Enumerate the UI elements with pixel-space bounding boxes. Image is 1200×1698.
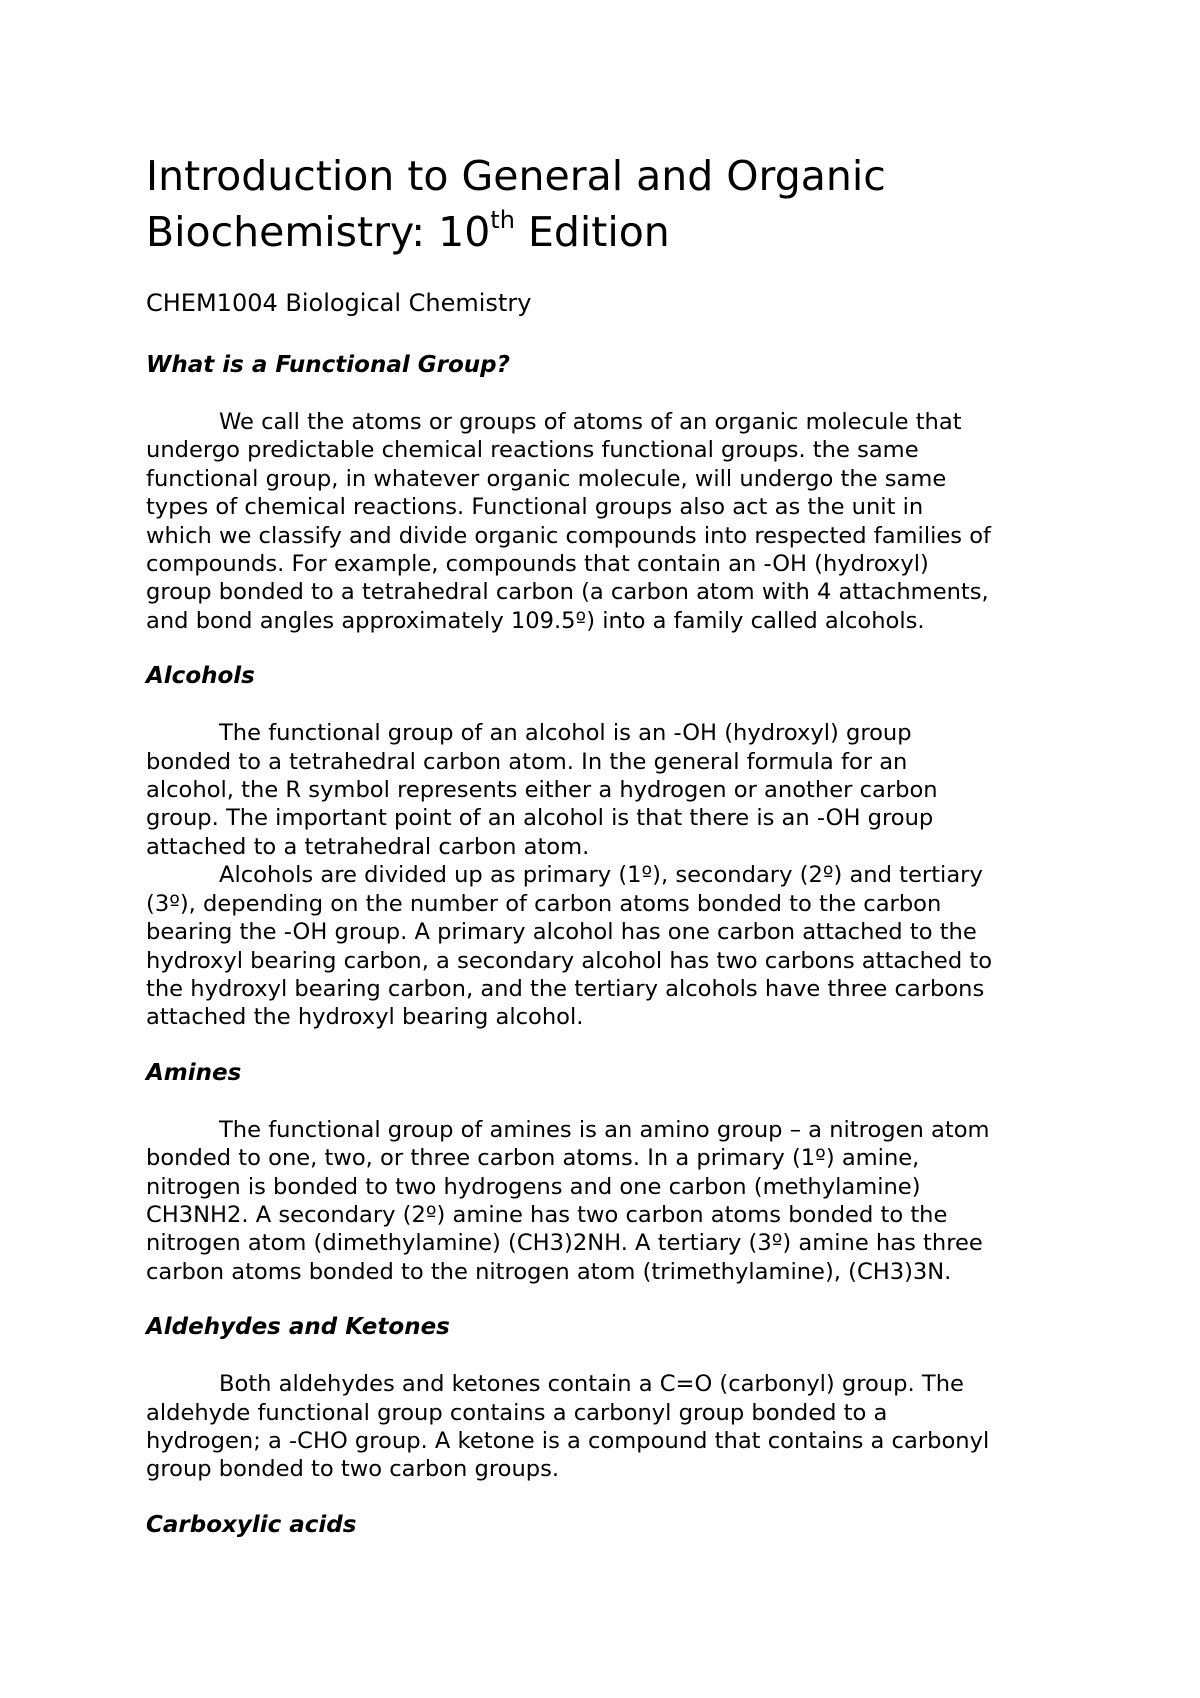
title-line-2-text: Biochemistry: 10 — [146, 208, 491, 256]
text-line: bonded to one, two, or three carbon atoms. In a primary (1º) amine, — [146, 1145, 920, 1172]
heading-functional-group: What is a Functional Group? — [146, 352, 510, 378]
text-line: group bonded to two carbon groups. — [146, 1456, 560, 1483]
text-line: hydrogen; a -CHO group. A ketone is a compound that contains a carbonyl — [146, 1427, 990, 1454]
text-line: aldehyde functional group contains a carbonyl group bonded to a — [146, 1399, 888, 1426]
text-line: hydroxyl bearing carbon, a secondary alcohol has two carbons attached to — [146, 947, 993, 974]
text-line: and bond angles approximately 109.5º) into a family called alcohols. — [146, 607, 925, 634]
text-line: types of chemical reactions. Functional groups also act as the unit in — [146, 494, 924, 521]
paragraph-alcohols-1 — [146, 719, 1086, 861]
document-page — [146, 148, 1086, 1540]
text-line: undergo predictable chemical reactions functional groups. the same — [146, 437, 919, 464]
text-line: compounds. For example, compounds that contain an -OH (hydroxyl) — [146, 551, 929, 578]
text-line: group bonded to a tetrahedral carbon (a carbon atom with 4 attachments, — [146, 579, 989, 606]
title-line-2 — [146, 208, 670, 256]
title-line-1: Introduction to General and Organic — [146, 152, 886, 200]
text-line: CH3NH2. A secondary (2º) amine has two carbon atoms bonded to the — [146, 1201, 948, 1228]
title-line-2-edition: Edition — [514, 208, 670, 256]
heading-carboxylic-acids: Carboxylic acids — [146, 1511, 357, 1538]
text-line: group. The important point of an alcohol is that there is an -OH group — [146, 805, 934, 832]
heading-alcohols: Alcohols — [146, 663, 255, 690]
text-line: alcohol, the R symbol represents either a hydrogen or another carbon — [146, 777, 938, 804]
text-line: We call the atoms or groups of atoms of an organic molecule that — [219, 409, 962, 435]
text-line: carbon atoms bonded to the nitrogen atom (trimethylamine), (CH3)3N. — [146, 1258, 952, 1285]
text-line: The functional group of an alcohol is an -OH (hydroxyl) group — [219, 720, 912, 747]
text-line: functional group, in whatever organic molecule, will undergo the same — [146, 465, 947, 492]
text-line: attached to a tetrahedral carbon atom. — [146, 833, 590, 860]
text-line: (3º), depending on the number of carbon atoms bonded to the carbon — [146, 890, 942, 917]
text-line: nitrogen atom (dimethylamine) (CH3)2NH. A tertiary (3º) amine has three — [146, 1230, 983, 1257]
document-title — [146, 148, 1086, 260]
text-line: nitrogen is bonded to two hydrogens and one carbon (methylamine) — [146, 1173, 921, 1200]
heading-amines: Amines — [146, 1059, 242, 1086]
paragraph-alcohols-2 — [146, 861, 1086, 1031]
course-subtitle: CHEM1004 Biological Chemistry — [146, 289, 532, 317]
text-line: attached the hydroxyl bearing alcohol. — [146, 1004, 584, 1031]
title-superscript: th — [490, 206, 515, 234]
text-line: Alcohols are divided up as primary (1º), secondary (2º) and tertiary — [219, 862, 983, 889]
paragraph-functional-group — [146, 408, 1086, 635]
text-line: which we classify and divide organic compounds into respected families of — [146, 522, 992, 549]
paragraph-amines — [146, 1116, 1086, 1286]
text-line: the hydroxyl bearing carbon, and the tertiary alcohols have three carbons — [146, 975, 985, 1002]
heading-aldehydes-ketones: Aldehydes and Ketones — [146, 1314, 450, 1341]
text-line: bonded to a tetrahedral carbon atom. In the general formula for an — [146, 748, 908, 775]
text-line: The functional group of amines is an amino group – a nitrogen atom — [219, 1116, 990, 1143]
paragraph-aldehydes-ketones — [146, 1370, 1086, 1484]
text-line: bearing the -OH group. A primary alcohol has one carbon attached to the — [146, 919, 977, 946]
text-line: Both aldehydes and ketones contain a C=O (carbonyl) group. The — [219, 1371, 964, 1398]
